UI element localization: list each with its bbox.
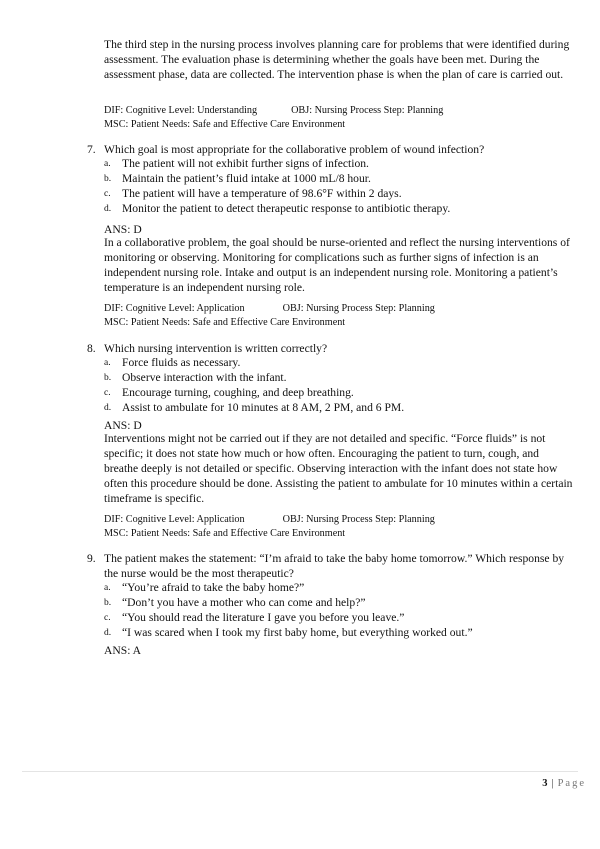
q7-rationale: In a collaborative problem, the goal should be nurse-oriented and reflect the nursing interventions of monitoring or observing. Monitoring for complications such as further signs of infection is an independent nursing role. Intake and output is an independent nursing role. Monitoring a patient’s temperature is an independent nursing role. (104, 236, 570, 295)
dif-label: DIF: Cognitive Level: Application (104, 303, 245, 314)
footer-divider (22, 771, 578, 772)
q7-metadata (104, 302, 574, 330)
msc-label: MSC: Patient Needs: Safe and Effective Care Environment (104, 528, 346, 539)
answer-label: ANS: A (104, 644, 142, 657)
question-number: 8. (87, 342, 96, 355)
dif-label: DIF: Cognitive Level: Application (104, 514, 245, 525)
question-number: 9. (87, 552, 96, 565)
question-number: 7. (87, 143, 96, 156)
q8-rationale: Interventions might not be carried out if they are not detailed and specific. “Force fluids” is not specific; it does not state how much or how often. Encouraging the patient to turn, cough, and breathe deeply is not detailed or specific. Observing interaction with the infant does not state how often this procedure should be done. Assisting the patient to ambulate for 10 minutes within a certain timeframe is specific. (104, 432, 573, 506)
obj-label: OBJ: Nursing Process Step: Planning (282, 303, 435, 314)
msc-label: MSC: Patient Needs: Safe and Effective Care Environment (104, 119, 346, 130)
q6-metadata (104, 104, 574, 132)
page-word: Page (557, 778, 586, 789)
obj-label: OBJ: Nursing Process Step: Planning (291, 105, 444, 116)
page-number-value: 3 (542, 778, 548, 789)
question-stem: The patient makes the statement: “I’m afraid to take the baby home tomorrow.” Which response by the nurse would be the most therapeutic? (104, 552, 565, 581)
dif-label: DIF: Cognitive Level: Understanding (104, 105, 258, 116)
msc-label: MSC: Patient Needs: Safe and Effective Care Environment (104, 317, 346, 328)
q6-rationale: The third step in the nursing process involves planning care for problems that were identified during assessment. The evaluation phase is determining whether the goals have been met. During the assessment phase, data are collected. The intervention phase is when the plan of care is carried out. (104, 38, 570, 82)
page-number (542, 776, 586, 791)
obj-label: OBJ: Nursing Process Step: Planning (282, 514, 435, 525)
answer-label: ANS: D (104, 223, 142, 236)
question-stem: Which goal is most appropriate for the collaborative problem of wound infection? (104, 143, 485, 156)
answer-label: ANS: D (104, 419, 142, 432)
q8-metadata (104, 513, 574, 541)
question-stem: Which nursing intervention is written correctly? (104, 342, 328, 355)
page-separator: | (551, 778, 554, 789)
